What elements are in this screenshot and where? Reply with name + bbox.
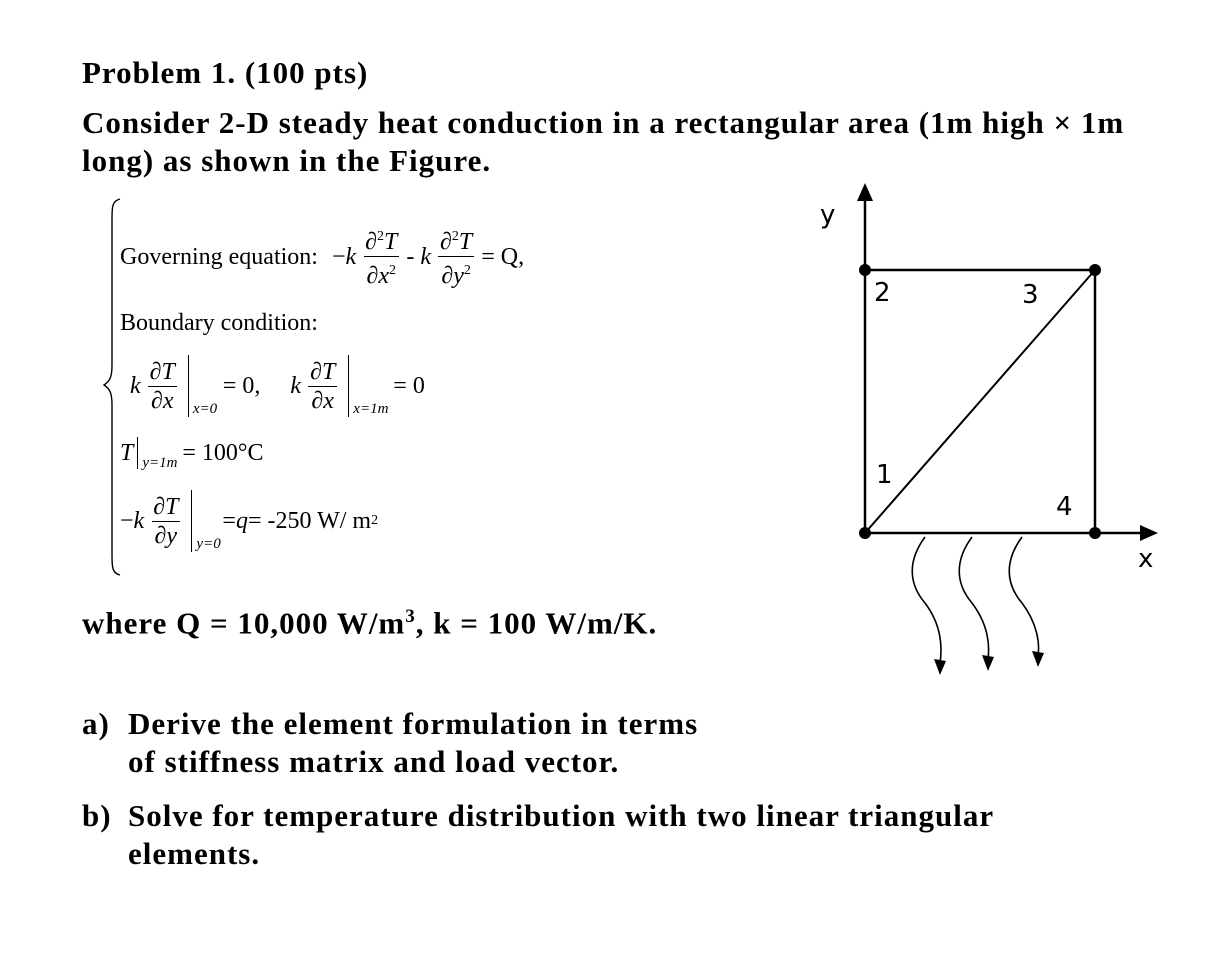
flux-arrowhead-2-icon [982, 655, 994, 671]
bc4-subscript: y=0 [196, 536, 221, 552]
problem-title: Problem 1. (100 pts) [82, 55, 369, 90]
question-a-label: a) [82, 706, 110, 741]
question-a: a) Derive the element formulation in terms of stiffness matrix and load vector. [82, 706, 699, 779]
bc1-subscript: x=0 [192, 401, 218, 417]
governing-label: Governing equation: [120, 243, 318, 270]
boundary-label: Boundary condition: [120, 310, 318, 336]
flux-arrowhead-1-icon [934, 659, 946, 675]
axis-y-label: y [820, 200, 836, 230]
constants-line: where Q = 10,000 $W/m^3$, k = 100 W/m/K. [82, 605, 658, 641]
y-axis-arrow-icon [857, 183, 873, 201]
question-b: b) Solve for temperature distribution with two linear triangular elements. [82, 798, 995, 871]
bc-x-flux: k $\frac{\partial T}{\partial x}$ x=0 = 0, k $\frac{\partial T}{\partial x}$ x=1m = 0 [130, 355, 425, 417]
bc1-rhs: = 0, [222, 373, 261, 399]
governing-rhs: = Q, [481, 243, 525, 270]
bc3-subscript: y=1m [142, 455, 178, 471]
bc2-rhs: = 0 [393, 373, 425, 399]
flux-arrowhead-3-icon [1032, 651, 1044, 667]
heat-flux-arrows-icon [912, 537, 1038, 663]
node-2-dot [859, 264, 871, 276]
question-b-label: b) [82, 798, 112, 833]
node-label-3: 3 [1022, 280, 1039, 310]
node-label-2: 2 [874, 278, 891, 308]
mesh-figure [800, 175, 1180, 685]
bc2-subscript: x=1m [353, 401, 389, 417]
problem-intro: Consider 2-D steady heat conduction in a rectangular area (1m high × 1m long) as shown in the Figure. [82, 105, 1125, 178]
governing-equation: Governing equation: −k $\frac{\partial^2T}{\partial x^2}$ - k $\frac{\partial^2T}{\partial y^2}$ = Q, [120, 229, 525, 289]
node-label-4: 4 [1056, 492, 1073, 522]
bc-bottom-flux: −k $\frac{\partial T}{\partial y}$ y=0 = q = -250 W/ m 2 [120, 490, 378, 552]
x-axis-arrow-icon [1140, 525, 1158, 541]
equation-system [100, 195, 660, 580]
bc3-rhs: = 100°C [182, 440, 264, 466]
node-4-dot [1089, 527, 1101, 539]
bc4-rhs: = -250 W/ m [247, 508, 372, 534]
node-label-1: 1 [876, 460, 893, 490]
node-3-dot [1089, 264, 1101, 276]
node-1-dot [859, 527, 871, 539]
bc-top-temperature: T y=1m = 100°C [120, 437, 264, 469]
axis-x-label: x [1138, 544, 1154, 574]
